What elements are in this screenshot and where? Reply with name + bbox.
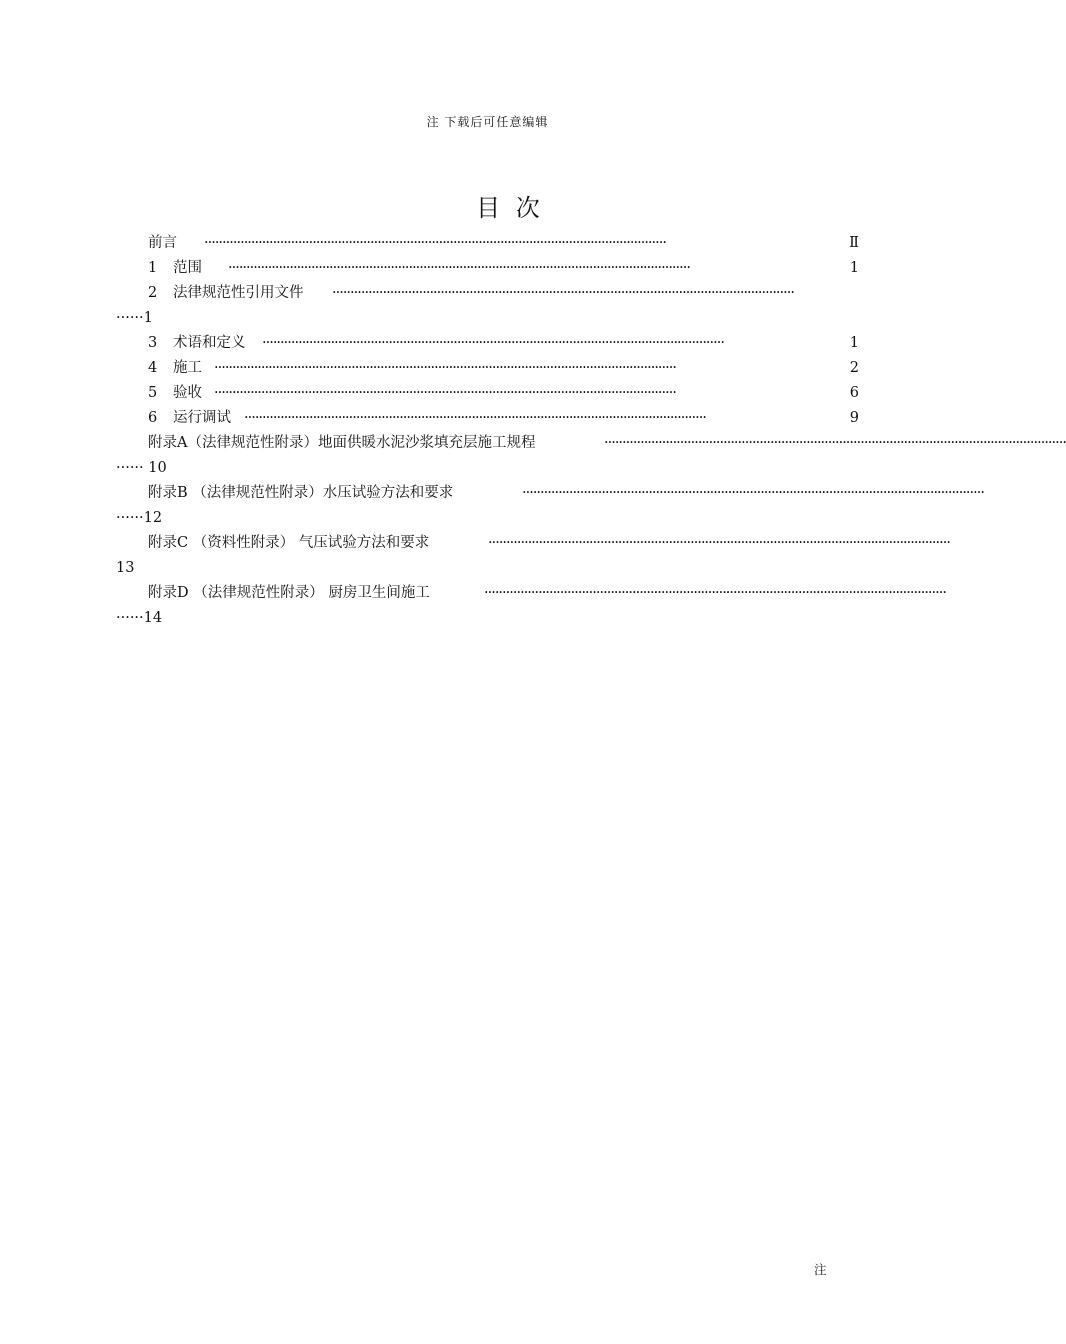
toc-page: Ⅱ xyxy=(848,231,859,256)
toc-entry-construction[interactable]: ································································································································ 4 施工 2 xyxy=(116,356,859,381)
toc-label: 范围 xyxy=(173,260,202,276)
toc-number: 3 xyxy=(148,335,158,351)
toc-page: 14 xyxy=(143,610,163,626)
toc-number: 5 xyxy=(148,385,158,401)
toc-page: 10 xyxy=(148,460,167,476)
toc-entry-appendix-a-continued: ······ 10 xyxy=(116,460,167,476)
toc-number: 1 xyxy=(148,260,158,276)
toc-entry-appendix-a[interactable]: ································································································································ 附录A（法律规范性附录）地面供暖水泥沙浆填充层施工规程 xyxy=(116,431,859,456)
toc-label: 附录B （法律规范性附录）水压试验方法和要求 xyxy=(148,485,454,501)
toc-label: 运行调试 xyxy=(173,410,231,426)
toc-number: 4 xyxy=(148,360,158,376)
toc-entry-appendix-d[interactable]: ································································································································ 附录D （法律规范性附录） 厨房卫生间施工 xyxy=(116,581,859,606)
toc-entry-appendix-b-continued: ······12 xyxy=(116,510,163,526)
toc-page: 13 xyxy=(116,560,135,576)
toc-label: 法律规范性引用文件 xyxy=(173,285,304,301)
toc-label: 附录A（法律规范性附录）地面供暖水泥沙浆填充层施工规程 xyxy=(148,435,536,451)
toc-page: 1 xyxy=(849,331,859,356)
toc-label: 前言 xyxy=(148,235,177,251)
footer-note: 注 xyxy=(814,1262,827,1277)
toc-page: 1 xyxy=(849,256,859,281)
toc-entry-foreword[interactable]: ································································································································ 前言 Ⅱ xyxy=(116,231,859,256)
toc-entry-commissioning[interactable]: ································································································································ 6 运行调试 9 xyxy=(116,406,859,431)
toc-label: 附录C （资料性附录） 气压试验方法和要求 xyxy=(148,535,430,551)
toc-entry-appendix-c[interactable]: ································································································································ 附录C （资料性附录） 气压试验方法和要求 xyxy=(116,531,859,556)
toc-number: 6 xyxy=(148,410,158,426)
toc-page: 1 xyxy=(143,310,153,326)
toc-entry-appendix-d-continued: ······14 xyxy=(116,610,163,626)
toc-page: 2 xyxy=(849,356,859,381)
header-note: 注 下载后可任意编辑 xyxy=(426,115,549,129)
toc-label: 术语和定义 xyxy=(173,335,246,351)
toc-label: 附录D （法律规范性附录） 厨房卫生间施工 xyxy=(148,585,430,601)
toc-entry-terms[interactable]: ································································································································ 3 术语和定义 1 xyxy=(116,331,859,356)
toc-entry-acceptance[interactable]: ································································································································ 5 验收 6 xyxy=(116,381,859,406)
toc-entry-scope[interactable]: ································································································································ 1 范围 1 xyxy=(116,256,859,281)
toc-number: 2 xyxy=(148,285,158,301)
toc-entry-references-continued: ······1 xyxy=(116,310,153,326)
toc-page: 12 xyxy=(143,510,163,526)
toc-entry-references[interactable]: ································································································································ 2 法律规范性引用文件 xyxy=(116,281,859,306)
table-of-contents xyxy=(116,231,1066,631)
toc-page: 9 xyxy=(849,406,859,431)
toc-page: 6 xyxy=(849,381,859,406)
toc-entry-appendix-c-continued xyxy=(116,556,859,581)
toc-label: 验收 xyxy=(173,385,202,401)
toc-entry-appendix-b[interactable]: ································································································································ 附录B （法律规范性附录）水压试验方法和要求 xyxy=(116,481,859,506)
toc-label: 施工 xyxy=(173,360,202,376)
page-title: 目 次 xyxy=(476,194,544,222)
